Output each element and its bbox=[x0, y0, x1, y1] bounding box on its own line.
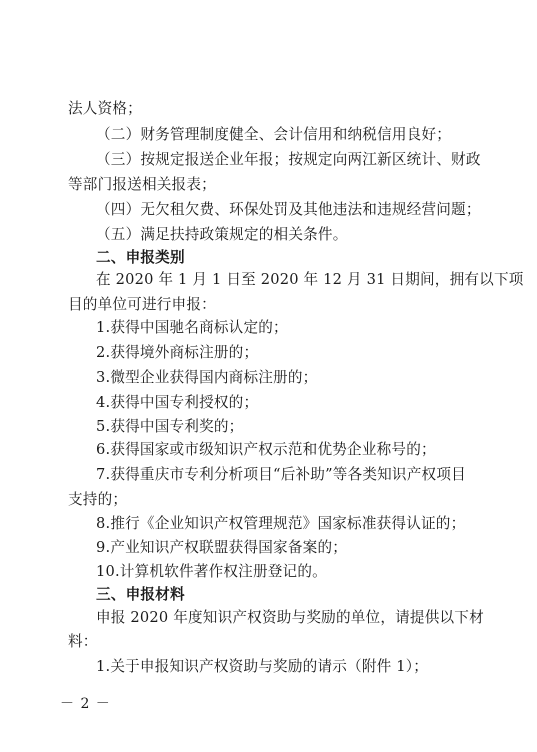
text-line: 在 2020 年 1 月 1 日至 2020 年 12 月 31 日期间，拥有以下项 bbox=[96, 271, 524, 288]
text-line: （五）满足扶持政策规定的相关条件。 bbox=[96, 226, 348, 243]
text-line: 支持的； bbox=[68, 491, 128, 508]
list-item: 7.获得重庆市专利分析项目“后补助”等各类知识产权项目 bbox=[96, 466, 466, 483]
list-item: 5.获得中国专利奖的； bbox=[96, 418, 244, 435]
text-line: 申报 2020 年度知识产权资助与奖励的单位，请提供以下材 bbox=[96, 609, 484, 626]
text-line: 等部门报送相关报表； bbox=[68, 176, 216, 193]
list-item: 1.获得中国驰名商标认定的； bbox=[96, 319, 288, 336]
list-item: 10.计算机软件著作权注册登记的。 bbox=[96, 563, 327, 580]
section-heading: 三、申报材料 bbox=[96, 586, 185, 603]
text-line: 料： bbox=[68, 633, 98, 650]
list-item: 9.产业知识产权联盟获得国家备案的； bbox=[96, 539, 348, 556]
text-line: 目的单位可进行申报： bbox=[68, 296, 216, 313]
section-heading: 二、申报类别 bbox=[96, 249, 185, 266]
text-line: （二）财务管理制度健全、会计信用和纳税信用良好； bbox=[96, 126, 452, 143]
list-item: 1.关于申报知识产权资助与奖励的请示（附件 1）； bbox=[96, 658, 429, 675]
list-item: 6.获得国家或市级知识产权示范和优势企业称号的； bbox=[96, 441, 436, 458]
list-item: 8.推行《企业知识产权管理规范》国家标准获得认证的； bbox=[96, 515, 466, 532]
list-item: 3.微型企业获得国内商标注册的； bbox=[96, 369, 318, 386]
text-line: 法人资格； bbox=[68, 100, 142, 117]
list-item: 2.获得境外商标注册的； bbox=[96, 344, 259, 361]
text-line: （四）无欠租欠费、环保处罚及其他违法和违规经营问题； bbox=[96, 201, 481, 218]
text-line: （三）按规定报送企业年报；按规定向两江新区统计、财政 bbox=[96, 151, 481, 168]
list-item: 4.获得中国专利授权的； bbox=[96, 394, 259, 411]
page-number: － 2 － bbox=[60, 696, 111, 712]
